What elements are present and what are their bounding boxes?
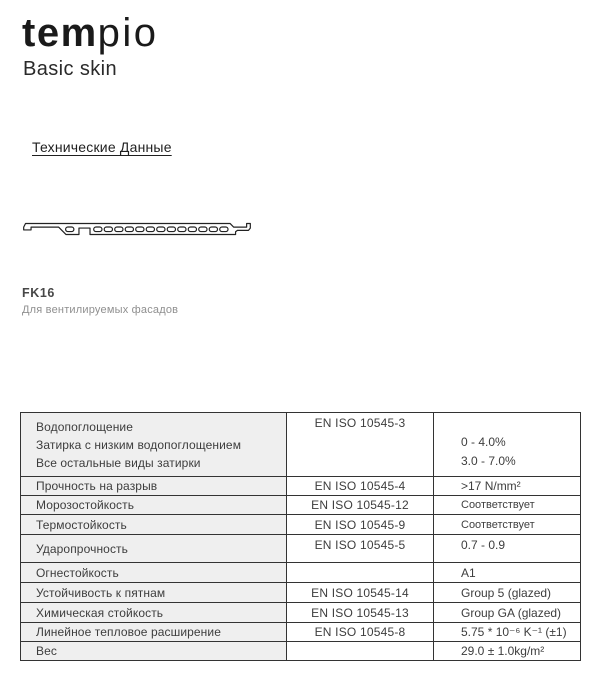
param-line: Водопоглощение xyxy=(36,420,134,434)
param-cell: Вес xyxy=(21,642,287,661)
panel-profile-drawing xyxy=(20,215,254,243)
value-cell: Group 5 (glazed) xyxy=(434,583,581,603)
value-cell: A1 xyxy=(434,563,581,583)
standard-cell: EN ISO 10545-14 xyxy=(287,583,434,603)
product-line-title: Basic skin xyxy=(23,58,118,80)
param-cell: Огнестойкость xyxy=(21,563,287,583)
table-row-impact-resistance xyxy=(21,535,581,563)
value-line: 0 - 4.0% xyxy=(461,435,506,449)
value-line: 3.0 - 7.0% xyxy=(461,453,516,468)
value-cell: Group GA (glazed) xyxy=(434,603,581,623)
table-row-thermal-shock-resistance xyxy=(21,515,581,535)
param-cell: Термостойкость xyxy=(21,515,287,535)
param-cell xyxy=(21,413,287,477)
value-cell: 0.7 - 0.9 xyxy=(434,535,581,563)
standard-cell: EN ISO 10545-4 xyxy=(287,477,434,496)
value-cell: >17 N/mm² xyxy=(434,477,581,496)
brand-logo-light: pio xyxy=(97,11,159,55)
standard-cell: EN ISO 10545-12 xyxy=(287,496,434,515)
brand-logo xyxy=(22,12,159,54)
param-cell: Устойчивость к пятнам xyxy=(21,583,287,603)
param-line: Затирка с низким водопоглощением xyxy=(36,438,242,452)
param-cell: Линейное тепловое расширение xyxy=(21,623,287,642)
table-row-linear-thermal-expansion xyxy=(21,623,581,642)
brand-logo-bold: tem xyxy=(22,11,98,55)
value-cell: 29.0 ± 1.0kg/m² xyxy=(434,642,581,661)
standard-cell xyxy=(287,563,434,583)
param-line: Все остальные виды затирки xyxy=(36,456,201,470)
value-cell: 5.75 * 10⁻⁶ K⁻¹ (±1) xyxy=(434,623,581,642)
table-row-weight xyxy=(21,642,581,661)
standard-cell xyxy=(287,642,434,661)
spec-table xyxy=(20,412,581,661)
table-row-frost-resistance xyxy=(21,496,581,515)
table-row-fire-resistance xyxy=(21,563,581,583)
param-cell: Химическая стойкость xyxy=(21,603,287,623)
param-cell: Морозостойкость xyxy=(21,496,287,515)
technical-data-link[interactable]: Технические Данные xyxy=(32,139,172,155)
value-cell: Соответствует xyxy=(434,496,581,515)
table-row-chemical-resistance xyxy=(21,603,581,623)
product-description: Для вентилируемых фасадов xyxy=(22,304,179,316)
value-spacer xyxy=(461,416,580,433)
product-code: FK16 xyxy=(22,286,55,300)
standard-cell: EN ISO 10545-8 xyxy=(287,623,434,642)
table-row-stain-resistance xyxy=(21,583,581,603)
standard-cell: EN ISO 10545-3 xyxy=(287,413,434,477)
value-cell: Соответствует xyxy=(434,515,581,535)
table-row-water-absorption xyxy=(21,413,581,477)
table-row-tensile-strength xyxy=(21,477,581,496)
standard-cell: EN ISO 10545-9 xyxy=(287,515,434,535)
standard-cell: EN ISO 10545-5 xyxy=(287,535,434,563)
param-cell: Ударопрочность xyxy=(21,535,287,563)
value-cell xyxy=(434,413,581,477)
panel-cross-section-icon xyxy=(20,215,254,243)
standard-cell: EN ISO 10545-13 xyxy=(287,603,434,623)
param-cell: Прочность на разрыв xyxy=(21,477,287,496)
